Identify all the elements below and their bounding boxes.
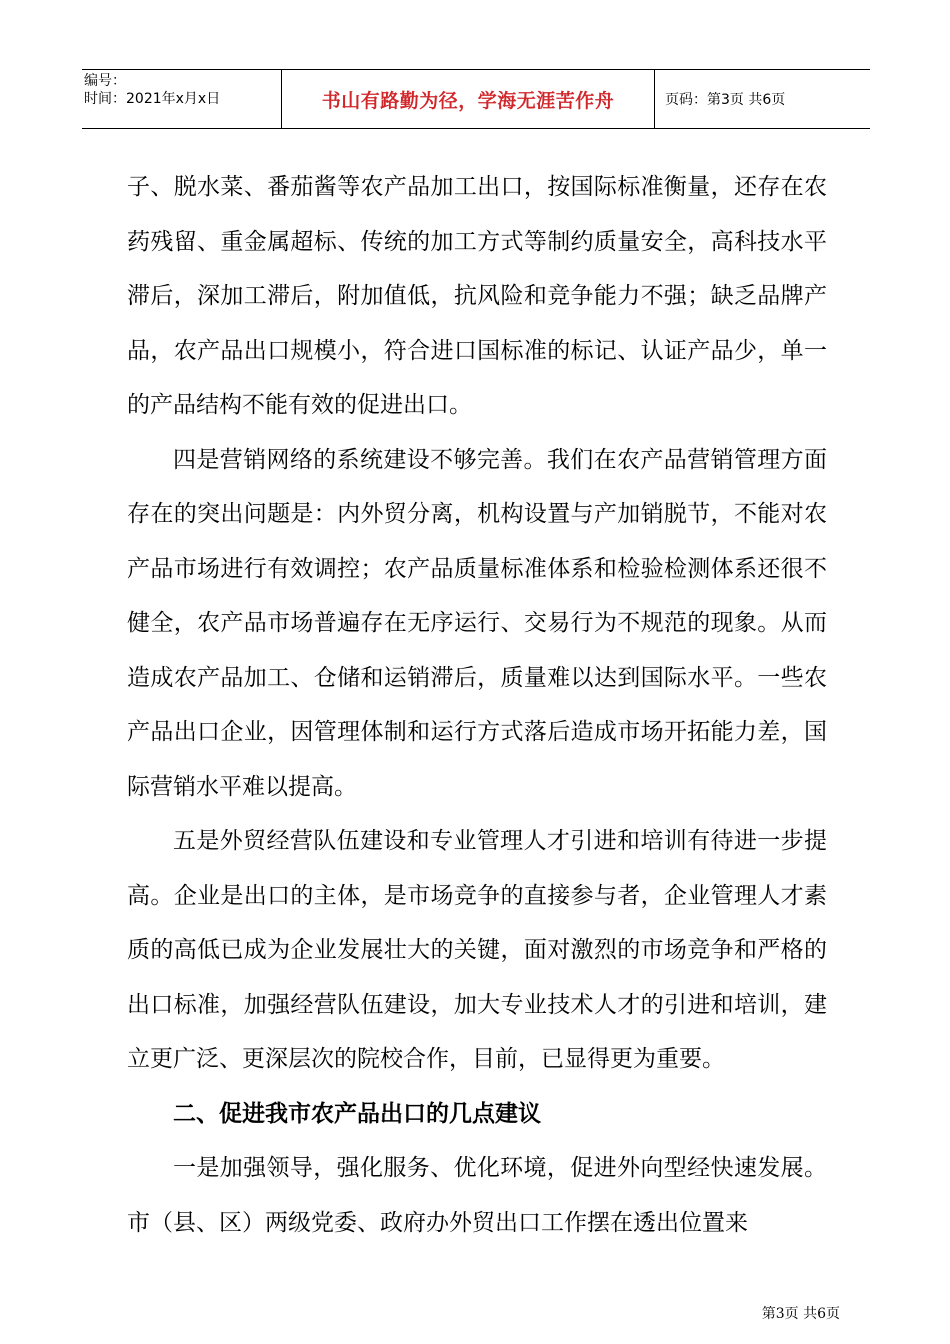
section-heading: 二、促进我市农产品出口的几点建议 xyxy=(173,1100,541,1127)
footer-page-number: 第3页 共6页 xyxy=(761,1306,840,1322)
paragraph-continuation: 子、脱水菜、番茄酱等农产品加工出口，按国际标准衡量，还存在农药残留、重金属超标、传统的加工方式等制约质量安全，高科技水平滞后，深加工滞后，附加值低，抗风险和竞争能力不强；缺乏品牌产品，农产品出口规模小，符合进口国标准的标记、认证产品少，单一的产品结构不能有效的促进出口。 xyxy=(127,174,827,418)
paragraph-point-five: 五是外贸经营队伍建设和专业管理人才引进和培训有待进一步提高。企业是出口的主体，是市场竞争的直接参与者，企业管理人才素质的高低已成为企业发展壮大的关键，面对激烈的市场竞争和严格的出口标准，加强经营队伍建设，加大专业技术人才的引进和培训，建立更广泛、更深层次的院校合作，目前，已显得更为重要。 xyxy=(127,828,827,1072)
header-meta xyxy=(82,70,282,128)
page-footer xyxy=(762,1303,840,1323)
document-body xyxy=(127,160,827,1250)
page-header xyxy=(82,69,870,129)
paragraph-point-four: 四是营销网络的系统建设不够完善。我们在农产品营销管理方面存在的突出问题是：内外贸分离，机构设置与产加销脱节，不能对农产品市场进行有效调控；农产品质量标准体系和检验检测体系还很不健全，农产品市场普遍存在无序运行、交易行为不规范的现象。从而造成农产品加工、仓储和运销滞后，质量难以达到国际水平。一些农产品出口企业，因管理体制和运行方式落后造成市场开拓能力差，国际营销水平难以提高。 xyxy=(127,446,827,800)
header-motto: 书山有路勤为径，学海无涯苦作舟 xyxy=(321,89,615,112)
header-page-number: 页码：第3页 共6页 xyxy=(665,92,786,108)
header-page-cell xyxy=(655,70,870,128)
header-motto-cell xyxy=(282,70,655,128)
document-time-label: 时间：2021年x月x日 xyxy=(84,91,221,107)
document-number-label: 编号： xyxy=(84,73,126,89)
paragraph-suggestion-one: 一是加强领导，强化服务、优化环境，促进外向型经快速发展。市（县、区）两级党委、政府办外贸出口工作摆在透出位置来 xyxy=(127,1155,827,1236)
